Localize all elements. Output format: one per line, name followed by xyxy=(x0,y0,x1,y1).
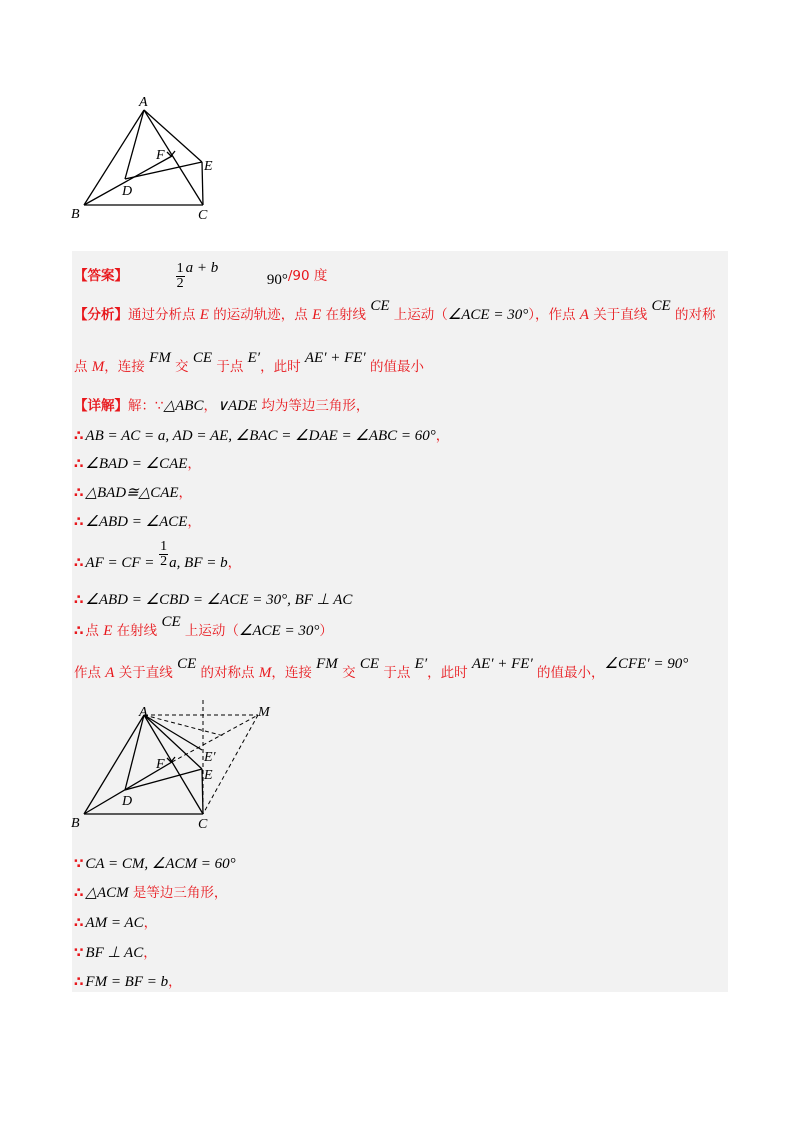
figure-triangle-abc-with-m xyxy=(66,700,286,832)
label-c-2: C xyxy=(198,817,208,832)
segment-aep xyxy=(144,715,202,750)
label-eprime: E′ xyxy=(204,750,216,765)
answer-fraction: $\frac{1}{2}$ xyxy=(176,261,184,291)
segment-ac xyxy=(144,110,203,205)
detail-tag: 【详解】 xyxy=(74,398,128,414)
segment-ab-2 xyxy=(84,715,144,814)
analysis-line-1: 【分析】通过分析点 E 的运动轨迹，点 E 在射线 CE 上运动（∠ACE = 30°），作点 A 关于直线 CE 的对称 xyxy=(74,298,716,323)
segment-de-2 xyxy=(125,769,202,790)
answer-tag: 【答案】 xyxy=(74,268,128,284)
segment-ec xyxy=(202,162,203,205)
detail-line-14: ∴ FM = BF = b， xyxy=(74,974,182,990)
label-f: F xyxy=(156,148,165,163)
analysis-line-2: 点 M，连接 FM 交 CE 于点 E′，此时 AE′ + FE′ 的值最小 xyxy=(74,350,425,375)
label-a-2: A xyxy=(139,705,148,720)
segment-ac-2 xyxy=(144,715,203,814)
detail-line-9: 作点 A 关于直线 CE 的对称点 M，连接 FM 交 CE 于点 E′，此时 AE′ + FE′ 的值最小，∠CFE′ = 90° xyxy=(74,656,689,681)
detail-line-12: ∴ AM = AC， xyxy=(74,915,158,931)
label-e: E xyxy=(204,159,213,174)
label-b-2: B xyxy=(71,816,80,831)
label-f-2: F xyxy=(156,757,165,772)
detail-line-2: ∴ AB = AC = a, AD = AE, ∠BAC = ∠DAE = ∠ABC = 60°， xyxy=(74,428,450,444)
detail-line-8: ∴ 点 E 在射线 CE 上运动（∠ACE = 30°） xyxy=(74,614,333,639)
label-b: B xyxy=(71,207,80,222)
answer-line xyxy=(74,262,327,292)
label-d: D xyxy=(122,184,133,199)
detail-fraction: $\frac{1}{2}$ xyxy=(160,539,168,569)
analysis-tag: 【分析】 xyxy=(74,307,128,323)
detail-line-7: ∴ ∠ABD = ∠CBD = ∠ACE = 30°, BF ⊥ AC xyxy=(74,592,353,608)
figure-triangle-abc xyxy=(66,92,226,224)
detail-line-3: ∴ ∠BAD = ∠CAE， xyxy=(74,456,201,472)
answer-angle-alt: /90 度 xyxy=(287,268,328,284)
answer-expression: a + b xyxy=(185,260,219,276)
label-d-2: D xyxy=(122,794,133,809)
segment-ad-2 xyxy=(125,715,144,790)
answer-angle: 90° xyxy=(266,272,288,288)
detail-line-11: ∴ △ACM 是等边三角形， xyxy=(74,885,228,901)
label-m: M xyxy=(258,705,270,720)
detail-line-5: ∴ ∠ABD = ∠ACE， xyxy=(74,514,201,530)
label-c: C xyxy=(198,208,208,223)
detail-line-13: ∵ BF ⊥ AC， xyxy=(74,945,157,961)
label-a: A xyxy=(139,95,148,110)
detail-line-6: ∴ AF = CF = $\frac{1}{2}$ a, BF = b， xyxy=(74,539,242,571)
label-e-2: E xyxy=(204,768,213,783)
detail-line-1: 【详解】解：∵△ABC，∨ADE 均为等边三角形， xyxy=(74,398,370,414)
detail-line-10: ∵ CA = CM, ∠ACM = 60° xyxy=(74,856,236,872)
detail-line-4: ∴ △BAD≅△CAE， xyxy=(74,485,193,501)
segment-ab xyxy=(84,110,144,205)
segment-ad xyxy=(125,110,144,179)
